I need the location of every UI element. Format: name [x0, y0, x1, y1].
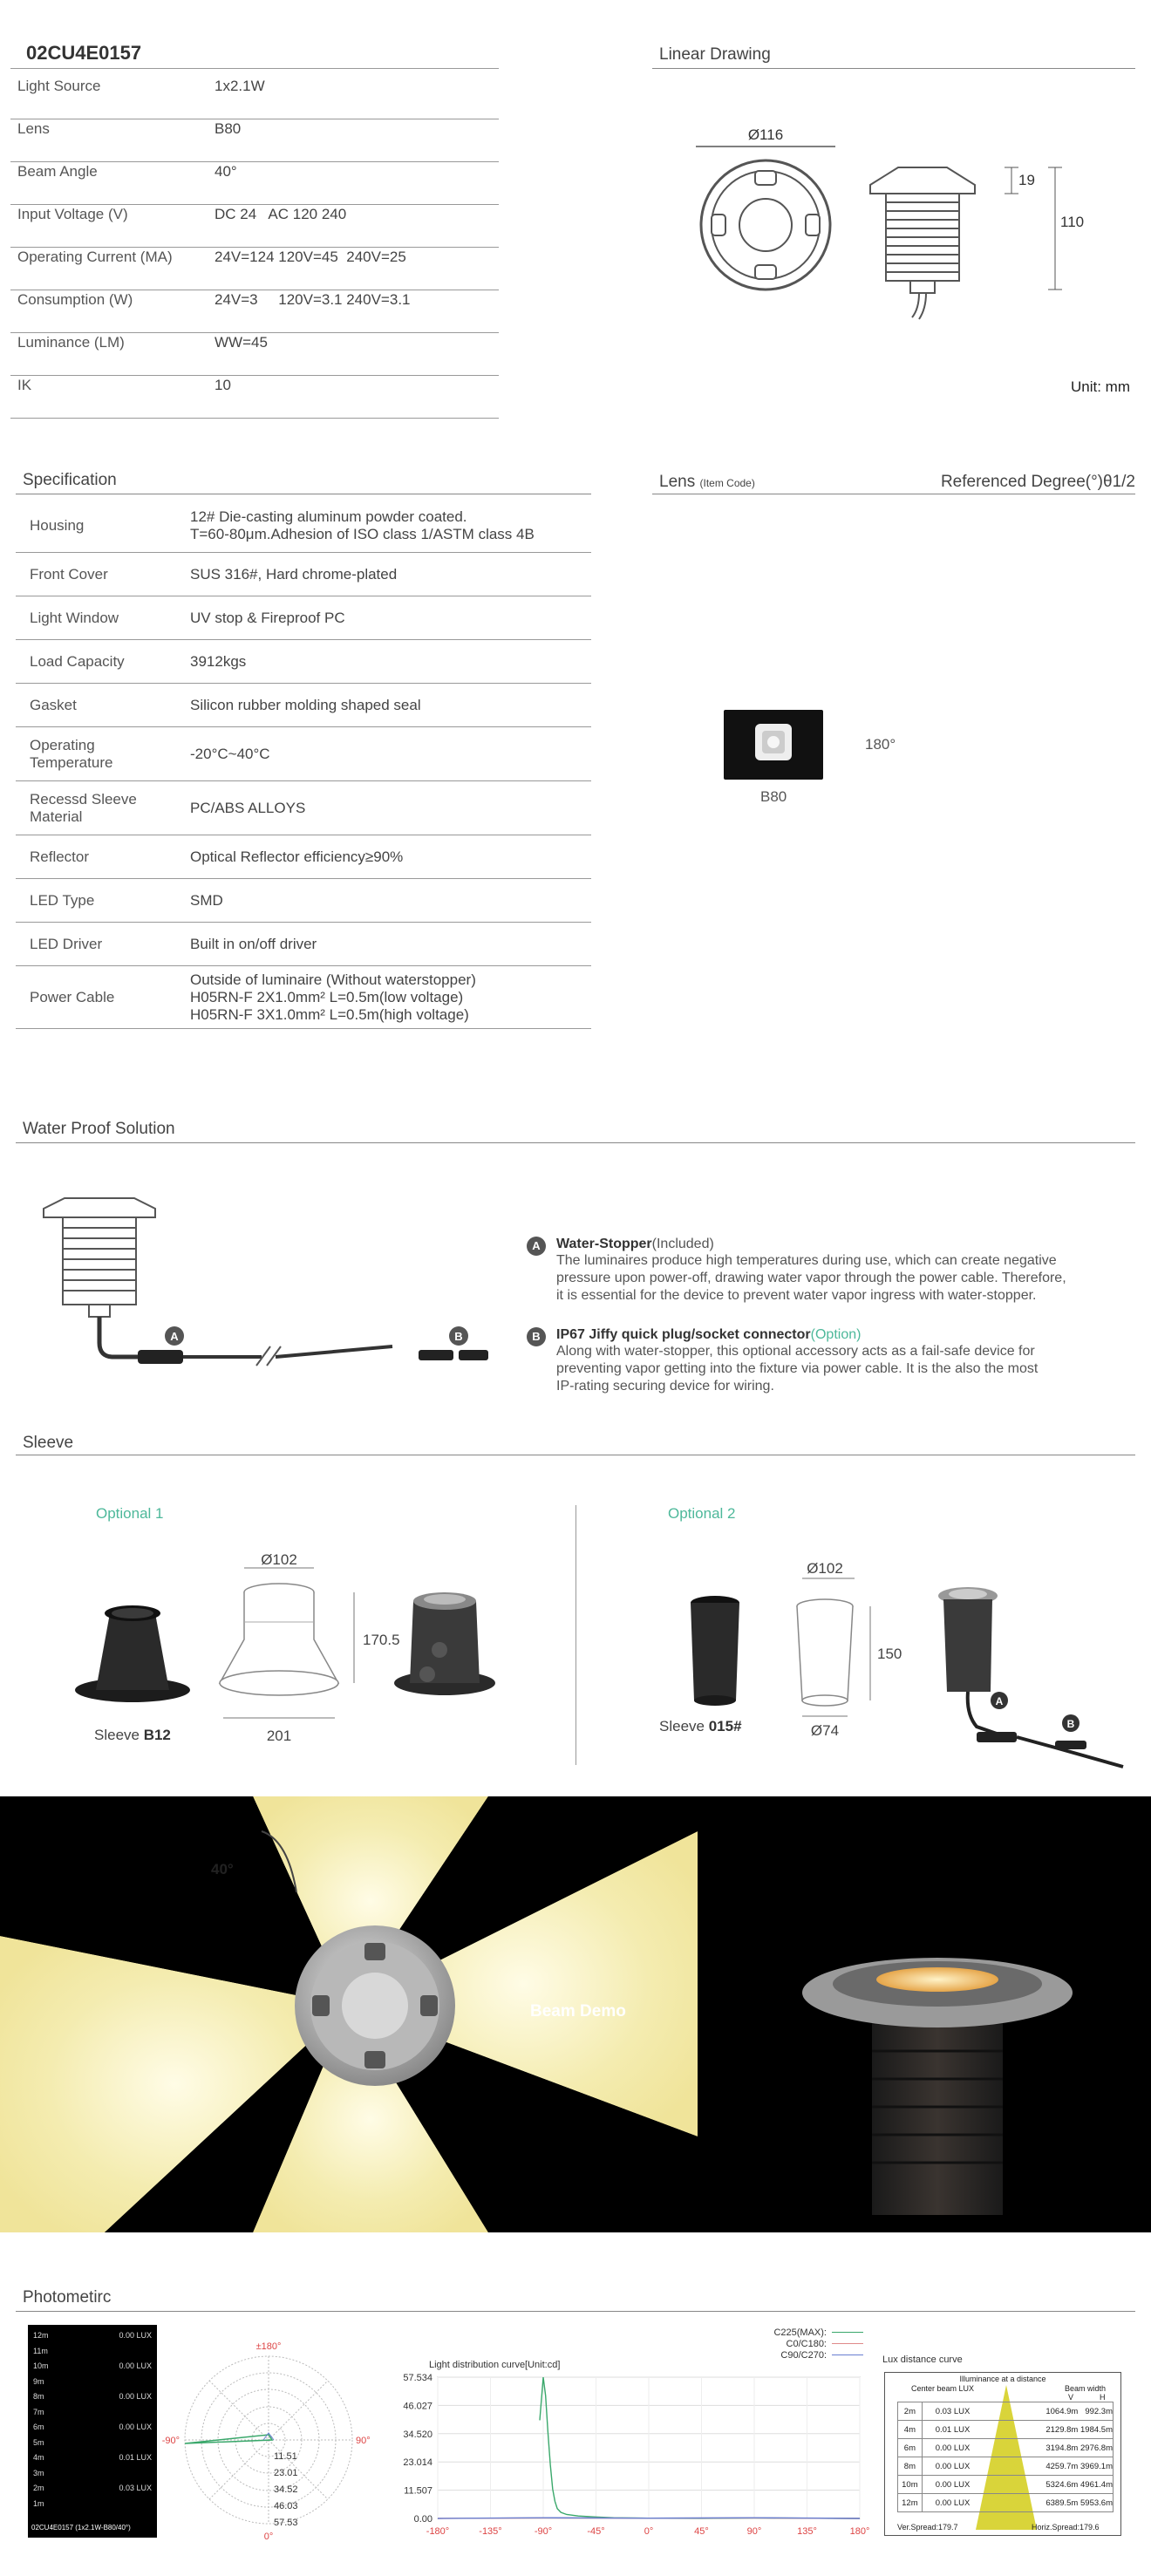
- param-value: 40°: [215, 163, 237, 180]
- ies-caption: 02CU4E0157 (1x2.1W-B80/40°): [31, 2524, 131, 2532]
- spec-label: Power Cable: [30, 988, 115, 1005]
- ies-distance: 3m: [33, 2468, 44, 2477]
- lux-value: 0.00 LUX: [935, 2480, 971, 2490]
- divider: [652, 68, 1135, 69]
- lux-width-h: 4961.4m: [1080, 2480, 1113, 2490]
- polar-left-label: -90°: [161, 2436, 180, 2446]
- lux-sub2: Beam width: [1065, 2384, 1107, 2393]
- lux-foot-v: Ver.Spread:179.7: [897, 2523, 958, 2532]
- sleeve-1-name: B12: [143, 1727, 171, 1743]
- lux-header: Illuminance at a distance: [959, 2375, 1046, 2383]
- lux-width-h: 992.3m: [1085, 2407, 1113, 2416]
- spec-value: [190, 508, 535, 543]
- lux-sub1: Center beam LUX: [911, 2384, 975, 2393]
- spec-value-line: SUS 316#, Hard chrome-plated: [190, 565, 398, 583]
- option-2-label: Optional 2: [668, 1505, 736, 1522]
- lux-distance: 2m: [898, 2402, 923, 2420]
- ies-distance: 10m: [33, 2361, 49, 2370]
- section-title: [659, 473, 755, 492]
- legend-swatch: [832, 2332, 863, 2334]
- lux-distance: 4m: [898, 2421, 923, 2438]
- lux-distance: 10m: [898, 2476, 923, 2493]
- lux-title: Lux distance curve: [882, 2355, 963, 2365]
- note-line: preventing vapor getting into the fixture via power cable. It is the also the most: [556, 1361, 1039, 1376]
- param-label: Operating Current (MA): [17, 249, 173, 265]
- param-value: 10: [215, 377, 231, 393]
- param-row: [10, 376, 499, 419]
- ies-row: [33, 2420, 152, 2436]
- lux-rows: [897, 2402, 1114, 2512]
- param-label: Luminance (LM): [17, 334, 125, 351]
- param-value: DC 24 AC 120 240: [215, 206, 347, 222]
- param-value: 1x2.1W: [215, 78, 265, 94]
- polar-ring-label: 23.01: [274, 2468, 298, 2478]
- ies-distance: 1m: [33, 2498, 44, 2508]
- legend-swatch: [832, 2343, 863, 2345]
- y-tick-label: 46.027: [403, 2401, 432, 2412]
- ies-row: [33, 2450, 152, 2466]
- lux-row: [897, 2402, 1114, 2421]
- param-row: [10, 162, 499, 205]
- param-row: [10, 119, 499, 162]
- spec-label: Light Window: [30, 609, 119, 626]
- lux-value: 0.01 LUX: [935, 2425, 971, 2435]
- sleeve-option-1-drawing: [70, 1552, 558, 1753]
- marker-b: B: [1066, 1718, 1075, 1730]
- param-value: WW=45: [215, 334, 268, 351]
- spec-row: [16, 499, 591, 553]
- spec-row: [16, 640, 591, 684]
- waterproof-diagram: [35, 1186, 488, 1395]
- lux-spacer: [983, 2402, 1038, 2420]
- referenced-degree-label: Referenced Degree(°)θ1/2: [940, 473, 1135, 491]
- lux-row: [897, 2438, 1114, 2457]
- legend-swatch: [832, 2355, 863, 2356]
- param-label: Beam Angle: [17, 163, 98, 180]
- param-label: Lens: [17, 120, 50, 137]
- ies-lux: 0.00 LUX: [119, 2423, 152, 2431]
- ies-row: [33, 2497, 152, 2512]
- lux-spacer: [983, 2494, 1038, 2511]
- x-tick-label: -180°: [426, 2526, 450, 2537]
- spec-value-line: UV stop & Fireproof PC: [190, 609, 345, 626]
- spec-label: Recessd Sleeve Material: [30, 790, 137, 825]
- connector-title: IP67 Jiffy quick plug/socket connector: [556, 1327, 811, 1342]
- param-value: B80: [215, 120, 242, 137]
- lux-width-v: 5324.6m: [1045, 2480, 1079, 2490]
- ies-row: [33, 2375, 152, 2390]
- water-stopper-title: Water-Stopper: [556, 1237, 652, 1251]
- lux-spacer: [983, 2476, 1038, 2493]
- legend-item: [732, 2327, 863, 2338]
- divider: [10, 68, 499, 69]
- param-row: [10, 248, 499, 290]
- spec-value-line: Outside of luminaire (Without waterstopper): [190, 971, 476, 988]
- sleeve-1-diameter: Ø102: [261, 1551, 297, 1568]
- ies-distance: 7m: [33, 2407, 44, 2416]
- ies-rows: [33, 2328, 152, 2511]
- ies-row: [33, 2405, 152, 2421]
- sleeve-2-bottom-diameter: Ø74: [810, 1722, 840, 1739]
- lux-value: 0.00 LUX: [935, 2498, 971, 2508]
- polar-top-label: ±180°: [255, 2341, 282, 2352]
- ies-row: [33, 2389, 152, 2405]
- model-id: 02CU4E0157: [26, 42, 142, 64]
- water-stopper-text: [556, 1252, 1066, 1305]
- y-tick-label: 57.534: [403, 2373, 432, 2383]
- marker-a: A: [995, 1695, 1004, 1707]
- ies-distance: 2m: [33, 2484, 44, 2492]
- y-tick-label: 34.520: [403, 2429, 432, 2440]
- ies-distance: 8m: [33, 2392, 44, 2401]
- spec-row: [16, 835, 591, 879]
- connector-text: [556, 1343, 1038, 1395]
- ies-lux: 0.00 LUX: [119, 2331, 152, 2340]
- ies-lux: 0.01 LUX: [119, 2453, 152, 2462]
- lux-width-h: 1984.5m: [1080, 2425, 1113, 2435]
- param-row: [10, 290, 499, 333]
- spec-value-line: -20°C~40°C: [190, 745, 270, 762]
- spec-value-line: SMD: [190, 891, 223, 909]
- lux-row: [897, 2475, 1114, 2494]
- section-title: Photometirc: [23, 2288, 112, 2307]
- spec-label: LED Type: [30, 891, 95, 909]
- x-tick-label: -90°: [534, 2526, 553, 2537]
- option-1-label: Optional 1: [96, 1505, 164, 1522]
- connector-note: [527, 1327, 1137, 1395]
- dimension-height-total: 110: [1060, 214, 1085, 230]
- section-title: Specification: [23, 471, 117, 489]
- spec-row: [16, 553, 591, 596]
- curve-title: Light distribution curve[Unit:cd]: [429, 2360, 561, 2370]
- ies-lux: 0.00 LUX: [119, 2361, 152, 2370]
- section-title: Linear Drawing: [659, 45, 771, 64]
- param-row: [10, 333, 499, 376]
- spec-row: [16, 596, 591, 640]
- param-value: 24V=3 120V=3.1 240V=3.1: [215, 291, 411, 308]
- param-label: IK: [17, 377, 32, 393]
- lux-width-v: 1064.9m: [1045, 2407, 1079, 2416]
- lux-value: 0.00 LUX: [935, 2443, 971, 2453]
- spec-row: [16, 781, 591, 835]
- legend-label: C225(MAX):: [773, 2327, 827, 2338]
- lux-h: H: [1100, 2393, 1106, 2402]
- beam-demo-label: Beam Demo: [530, 2002, 626, 2021]
- ies-distance: 6m: [33, 2423, 44, 2431]
- lux-spacer: [983, 2457, 1038, 2475]
- divider: [16, 2311, 1135, 2312]
- sleeve-1-prefix: Sleeve: [94, 1727, 144, 1743]
- spec-value-line: H05RN-F 3X1.0mm² L=0.5m(high voltage): [190, 1005, 469, 1023]
- spec-value: [190, 848, 403, 866]
- note-line: Along with water-stopper, this optional accessory acts as a fail-safe device for: [556, 1344, 1035, 1359]
- section-title: Sleeve: [23, 1434, 74, 1452]
- spec-row: [16, 879, 591, 923]
- lux-width-h: 2976.8m: [1080, 2443, 1113, 2453]
- spec-value-line: Optical Reflector efficiency≥90%: [190, 848, 404, 865]
- spec-row: [16, 923, 591, 966]
- ies-distance: 4m: [33, 2453, 44, 2462]
- spec-value: [190, 697, 421, 714]
- lux-row: [897, 2420, 1114, 2439]
- polar-chart: [161, 2337, 371, 2543]
- y-tick-label: 0.00: [413, 2514, 432, 2525]
- param-row: [10, 77, 499, 119]
- sleeve-2-height: 150: [877, 1646, 902, 1662]
- ies-lux: 0.03 LUX: [119, 2484, 152, 2492]
- sleeve-2-prefix: Sleeve: [659, 1718, 709, 1734]
- ies-row: [33, 2436, 152, 2451]
- polar-right-label: 90°: [356, 2436, 371, 2446]
- y-tick-label: 11.507: [404, 2485, 432, 2497]
- spec-label: LED Driver: [30, 935, 103, 952]
- note-line: pressure upon power-off, drawing water vapor through the power cable. Therefore,: [556, 1271, 1066, 1285]
- marker-b-badge: B: [527, 1327, 546, 1346]
- marker-a-badge: A: [527, 1237, 546, 1256]
- ies-row: [33, 2328, 152, 2344]
- ies-row: [33, 2481, 152, 2497]
- sleeve-option-2-drawing: [645, 1561, 1134, 1779]
- lux-distance: 8m: [898, 2457, 923, 2475]
- x-tick-label: -135°: [479, 2526, 502, 2537]
- ies-distance: 12m: [33, 2331, 49, 2340]
- lux-width-v: 6389.5m: [1045, 2498, 1079, 2508]
- legend-item: [732, 2349, 863, 2361]
- ies-distance: 11m: [33, 2346, 48, 2355]
- spec-value-line: 12# Die-casting aluminum powder coated.: [190, 508, 467, 525]
- lux-value: 0.00 LUX: [935, 2462, 971, 2471]
- sleeve-2-diameter: Ø102: [807, 1560, 843, 1577]
- spec-value-line: H05RN-F 2X1.0mm² L=0.5m(low voltage): [190, 988, 464, 1005]
- marker-a: A: [170, 1330, 179, 1343]
- spec-row: [16, 684, 591, 727]
- ies-row: [33, 2344, 152, 2360]
- param-label: Input Voltage (V): [17, 206, 128, 222]
- legend-label: C90/C270:: [780, 2349, 827, 2361]
- water-stopper-note-tag: (Included): [651, 1237, 714, 1251]
- beam-angle-label: 40°: [211, 1861, 234, 1877]
- polar-ring-label: 34.52: [274, 2484, 298, 2495]
- x-tick-label: 135°: [797, 2526, 817, 2537]
- legend-item: [732, 2338, 863, 2349]
- x-tick-label: 0°: [644, 2526, 654, 2537]
- connector-option-tag: (Option): [810, 1327, 862, 1342]
- spec-row: [16, 727, 591, 781]
- dimension-height-top: 19: [1018, 172, 1035, 188]
- lux-distance: 12m: [898, 2494, 923, 2511]
- lens-name: B80: [760, 788, 787, 805]
- polar-bottom-label: 0°: [263, 2532, 274, 2542]
- spec-label: Load Capacity: [30, 652, 125, 670]
- note-line: IP-rating securing device for wiring.: [556, 1379, 774, 1394]
- sleeve-1-caption: [94, 1727, 171, 1744]
- spec-value: [190, 971, 476, 1024]
- lens-image: [724, 710, 823, 780]
- spec-value: [190, 566, 397, 583]
- spec-value: [190, 892, 223, 910]
- note-line: it is essential for the device to prevent water vapor ingress with water-stopper.: [556, 1288, 1037, 1303]
- x-tick-label: 180°: [849, 2526, 870, 2537]
- spec-label: Reflector: [30, 848, 90, 865]
- x-tick-label: 45°: [694, 2526, 709, 2537]
- ies-panel: [28, 2325, 157, 2538]
- marker-b: B: [454, 1330, 463, 1343]
- spec-value-line: Built in on/off driver: [190, 935, 317, 952]
- lux-row: [897, 2493, 1114, 2512]
- spec-label: Front Cover: [30, 565, 108, 583]
- lux-spacer: [983, 2439, 1038, 2457]
- spec-label: Operating Temperature: [30, 736, 113, 771]
- spec-value: [190, 610, 345, 627]
- section-title: Water Proof Solution: [23, 1120, 175, 1138]
- ies-distance: 5m: [33, 2437, 44, 2447]
- sleeve-2-name: 015#: [708, 1718, 742, 1734]
- param-row: [10, 205, 499, 248]
- spec-value-line: PC/ABS ALLOYS: [190, 799, 306, 816]
- lux-width-v: 3194.8m: [1045, 2443, 1079, 2453]
- spec-row: [16, 966, 591, 1029]
- light-distribution-chart: [389, 2370, 877, 2545]
- ies-row: [33, 2466, 152, 2482]
- legend-label: C0/C180:: [786, 2338, 827, 2349]
- lux-distance-table: [884, 2372, 1121, 2536]
- spec-value: [190, 936, 317, 953]
- param-label: Light Source: [17, 78, 101, 94]
- spec-value: [190, 746, 270, 763]
- spec-value: [190, 653, 246, 671]
- spec-value: [190, 800, 305, 817]
- lux-width-v: 4259.7m: [1045, 2462, 1079, 2471]
- beam-demo-panel: [0, 1796, 1151, 2232]
- legend: [732, 2327, 863, 2361]
- ies-lux: 0.00 LUX: [119, 2392, 152, 2401]
- spec-value-line: Silicon rubber molding shaped seal: [190, 696, 421, 713]
- ies-row: [33, 2359, 152, 2375]
- divider: [16, 1142, 1135, 1143]
- lens-degree: 180°: [865, 736, 896, 753]
- ies-distance: 9m: [33, 2376, 44, 2386]
- lux-value: 0.03 LUX: [935, 2407, 971, 2416]
- polar-ring-label: 57.53: [274, 2518, 298, 2528]
- lux-row: [897, 2457, 1114, 2476]
- unit-label: Unit: mm: [1071, 378, 1130, 395]
- spec-label: Housing: [30, 516, 85, 534]
- lux-width-v: 2129.8m: [1045, 2425, 1079, 2435]
- x-tick-label: -45°: [587, 2526, 605, 2537]
- item-code-label: (Item Code): [699, 477, 755, 489]
- note-line: The luminaires produce high temperatures during use, which can create negative: [556, 1253, 1057, 1268]
- lens-title: Lens: [659, 473, 696, 491]
- polar-ring-label: 11.51: [274, 2451, 297, 2462]
- sleeve-2-caption: [659, 1718, 742, 1735]
- water-stopper-note: [527, 1237, 1137, 1305]
- lux-distance: 6m: [898, 2439, 923, 2457]
- lux-spacer: [983, 2421, 1038, 2438]
- x-tick-label: 90°: [746, 2526, 762, 2537]
- polar-ring-label: 46.03: [274, 2501, 298, 2511]
- sleeve-1-height: 170.5: [363, 1632, 400, 1648]
- lux-width-h: 3969.1m: [1080, 2462, 1113, 2471]
- param-label: Consumption (W): [17, 291, 133, 308]
- y-tick-label: 23.014: [403, 2457, 432, 2469]
- dimension-diameter: Ø116: [747, 126, 784, 143]
- spec-label: Gasket: [30, 696, 77, 713]
- spec-value-line: T=60-80μm.Adhesion of ISO class 1/ASTM class 4B: [190, 525, 535, 542]
- lux-width-h: 5953.6m: [1080, 2498, 1113, 2508]
- linear-drawing: [652, 105, 1141, 331]
- lux-foot-h: Horiz.Spread:179.6: [1032, 2523, 1100, 2532]
- param-value: 24V=124 120V=45 240V=25: [215, 249, 406, 265]
- spec-value-line: 3912kgs: [190, 652, 247, 670]
- sleeve-1-width: 201: [266, 1728, 292, 1744]
- lux-v: V: [1068, 2393, 1074, 2402]
